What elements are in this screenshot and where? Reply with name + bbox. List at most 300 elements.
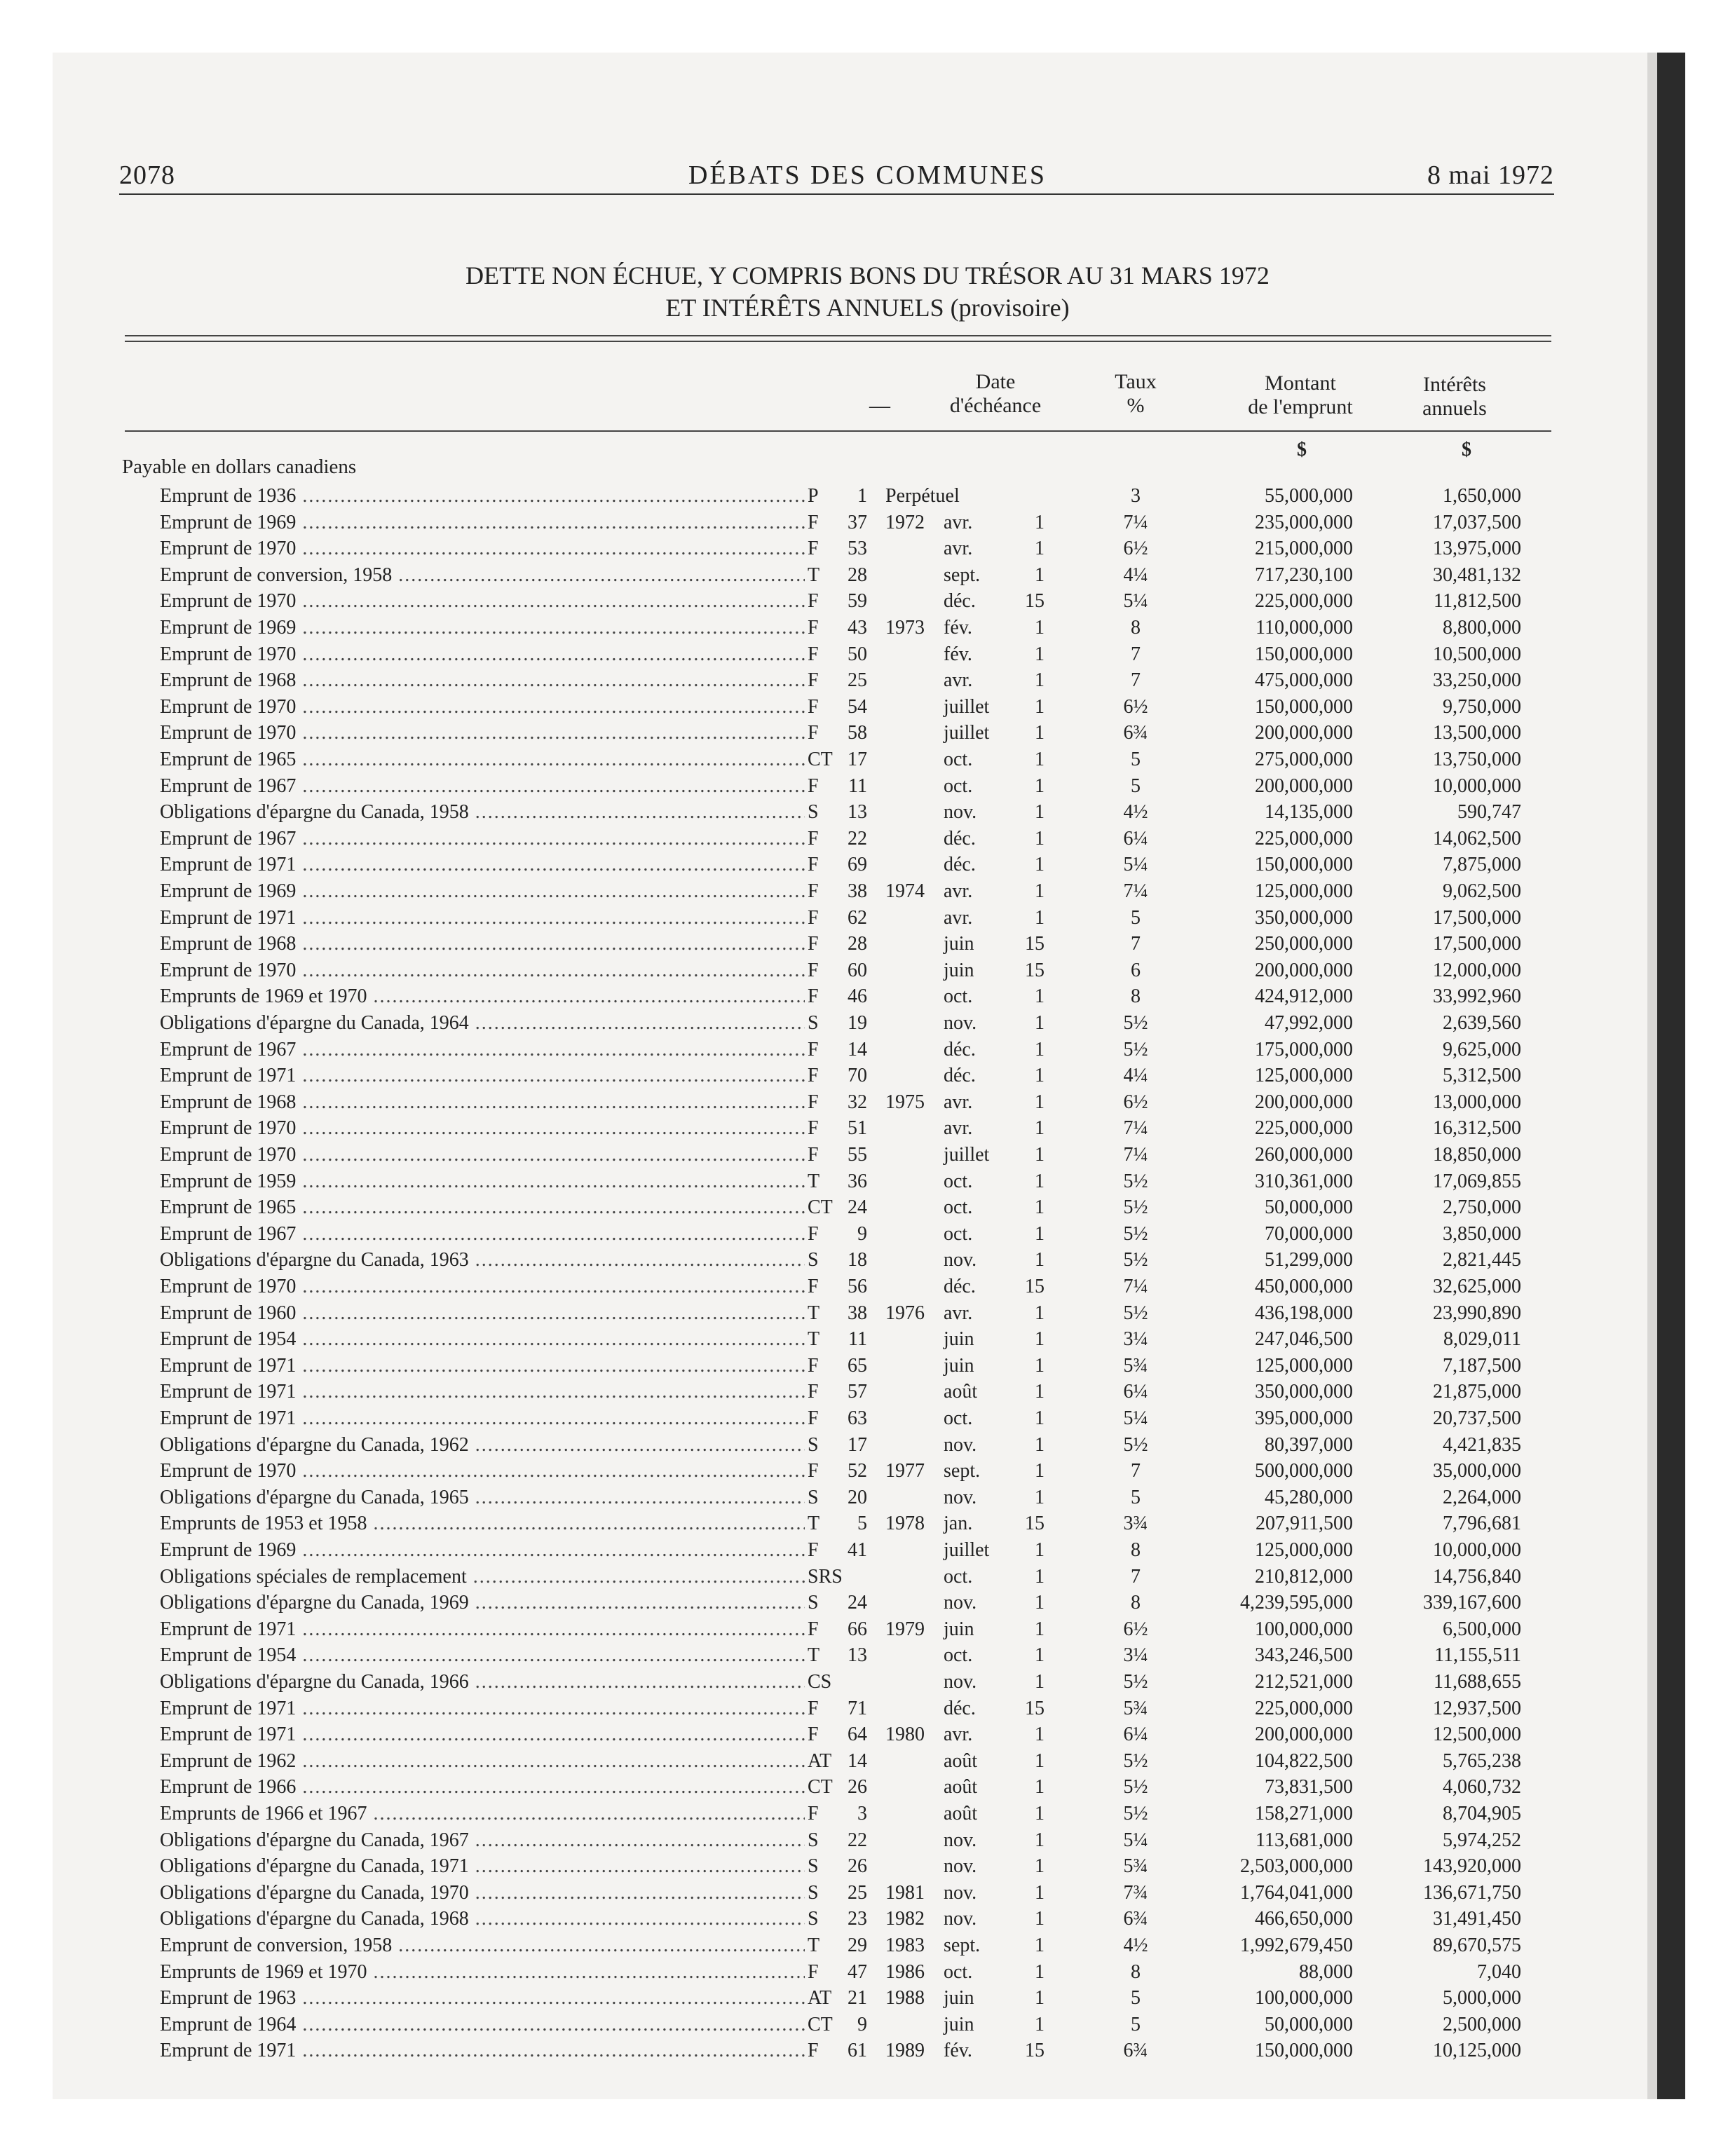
cell-amount: 343,246,500	[1255, 1644, 1353, 1666]
cell-number: 25	[848, 1882, 867, 1904]
cell-day: 1	[1035, 1644, 1045, 1666]
cell-rate: 5	[1131, 749, 1141, 770]
cell-number: 5	[857, 1513, 867, 1534]
cell-label: Emprunt de 1970 .....	[160, 695, 805, 720]
cell-rate: 7	[1131, 933, 1141, 955]
cell-series: F	[808, 669, 819, 691]
cell-number: 60	[848, 960, 867, 981]
cell-series: F	[808, 1065, 819, 1086]
cell-series: T	[808, 1513, 820, 1534]
cell-amount: 466,650,000	[1255, 1908, 1353, 1930]
cell-number: 17	[848, 1434, 867, 1456]
cell-label: Emprunt de 1963 .....	[160, 1986, 805, 2011]
table-row	[0, 668, 1735, 693]
cell-series: CT	[808, 749, 833, 770]
cell-label: Emprunt de 1967 .....	[160, 826, 805, 852]
cell-rate: 6¼	[1123, 1381, 1148, 1403]
cell-amount: 110,000,000	[1256, 617, 1353, 639]
cell-month: nov.	[944, 1908, 977, 1930]
cell-interest: 8,704,905	[1443, 1803, 1521, 1824]
cell-number: 47	[848, 1961, 867, 1983]
cell-day: 1	[1035, 1776, 1045, 1798]
cell-day: 1	[1035, 749, 1045, 770]
cell-day: 1	[1035, 985, 1045, 1007]
cell-month: oct.	[944, 1196, 973, 1218]
table-row	[0, 1828, 1735, 1853]
cell-interest: 6,500,000	[1443, 1618, 1521, 1640]
cell-day: 1	[1035, 1566, 1045, 1588]
column-header-interest-line2: annuels	[1422, 397, 1487, 420]
cell-amount: 500,000,000	[1255, 1460, 1353, 1482]
cell-number: 21	[848, 1987, 867, 2009]
cell-amount: 14,135,000	[1265, 801, 1353, 823]
table-row	[0, 563, 1735, 588]
cell-number: 51	[848, 1117, 867, 1139]
cell-label: Emprunt de 1971 .....	[160, 1696, 805, 1721]
cell-day: 1	[1035, 643, 1045, 665]
cell-amount: 175,000,000	[1255, 1039, 1353, 1060]
cell-month: déc.	[944, 1276, 976, 1297]
cell-amount: 207,911,500	[1256, 1513, 1353, 1534]
cell-month: juillet	[944, 1539, 990, 1561]
cell-label: Emprunt de 1967 .....	[160, 1037, 805, 1063]
cell-month: oct.	[944, 749, 973, 770]
table-row	[0, 1301, 1735, 1326]
cell-amount: 150,000,000	[1255, 696, 1353, 718]
table-row	[0, 1433, 1735, 1458]
cell-label: Emprunt de 1965 .....	[160, 747, 805, 772]
cell-rate: 5	[1131, 2014, 1141, 2035]
cell-amount: 717,230,100	[1255, 564, 1353, 586]
cell-amount: 150,000,000	[1255, 643, 1353, 665]
cell-month: juin	[944, 1328, 974, 1350]
cell-interest: 14,062,500	[1433, 828, 1521, 850]
cell-day: 15	[1025, 960, 1045, 981]
cell-amount: 225,000,000	[1255, 1117, 1353, 1139]
cell-amount: 250,000,000	[1255, 933, 1353, 955]
cell-label: Obligations d'épargne du Canada, 1963 .....	[160, 1248, 805, 1273]
cell-number: 62	[848, 907, 867, 929]
cell-number: 25	[848, 669, 867, 691]
header-rule	[119, 193, 1554, 195]
cell-amount: 113,681,000	[1256, 1829, 1353, 1851]
cell-number: 50	[848, 643, 867, 665]
cell-rate: 6¼	[1123, 828, 1148, 850]
cell-interest: 5,765,238	[1443, 1750, 1521, 1772]
cell-amount: 200,000,000	[1255, 960, 1353, 981]
publication-title: DÉBATS DES COMMUNES	[688, 161, 1047, 190]
cell-series: F	[808, 775, 819, 797]
cell-rate: 5½	[1123, 1803, 1148, 1824]
cell-amount: 150,000,000	[1255, 854, 1353, 875]
cell-day: 1	[1035, 775, 1045, 797]
cell-day: 1	[1035, 669, 1045, 691]
cell-number: 36	[848, 1171, 867, 1192]
cell-series: F	[808, 590, 819, 612]
cell-amount: 100,000,000	[1255, 1987, 1353, 2009]
cell-month: sept.	[944, 1935, 981, 1956]
cell-rate: 7	[1131, 643, 1141, 665]
cell-month: jan.	[944, 1513, 973, 1534]
table-row	[0, 2038, 1735, 2063]
cell-day: 1	[1035, 1302, 1045, 1324]
cell-series: S	[808, 1829, 819, 1851]
cell-series: F	[808, 1698, 819, 1719]
table-row	[0, 1696, 1735, 1721]
cell-day: 1	[1035, 1171, 1045, 1192]
cell-month: août	[944, 1381, 978, 1403]
cell-interest: 30,481,132	[1433, 564, 1521, 586]
cell-number: 29	[848, 1935, 867, 1956]
table-row	[0, 1222, 1735, 1247]
cell-rate: 7	[1131, 1460, 1141, 1482]
cell-month: nov.	[944, 1592, 977, 1613]
cell-number: 13	[848, 1644, 867, 1666]
cell-month: fév.	[944, 617, 972, 639]
cell-rate: 5¼	[1123, 854, 1148, 875]
cell-month: août	[944, 1776, 978, 1798]
cell-month: oct.	[944, 1644, 973, 1666]
table-row	[0, 747, 1735, 772]
cell-series: F	[808, 512, 819, 533]
cell-amount: 2,503,000,000	[1240, 1855, 1353, 1877]
cell-label: Emprunt de 1969 .....	[160, 879, 805, 904]
cell-number: 69	[848, 854, 867, 875]
header-bottom-rule	[125, 430, 1551, 432]
cell-month: nov.	[944, 801, 977, 823]
cell-month: avr.	[944, 512, 973, 533]
cell-series: F	[808, 1618, 819, 1640]
cell-amount: 200,000,000	[1255, 1091, 1353, 1113]
cell-month: nov.	[944, 1487, 977, 1508]
cell-month: nov.	[944, 1249, 977, 1271]
cell-month: déc.	[944, 1065, 976, 1086]
cell-amount: 210,812,000	[1255, 1566, 1353, 1588]
cell-label: Obligations d'épargne du Canada, 1969 .....	[160, 1590, 805, 1616]
cell-series: F	[808, 1091, 819, 1113]
cell-amount: 125,000,000	[1255, 880, 1353, 902]
cell-amount: 50,000,000	[1265, 2014, 1353, 2035]
cell-interest: 14,756,840	[1433, 1566, 1521, 1588]
cell-rate: 5½	[1123, 1249, 1148, 1271]
cell-rate: 8	[1131, 1592, 1141, 1613]
cell-month: avr.	[944, 880, 973, 902]
cell-interest: 12,500,000	[1433, 1724, 1521, 1745]
cell-series: F	[808, 1961, 819, 1983]
cell-day: 1	[1035, 696, 1045, 718]
cell-day: 15	[1025, 1276, 1045, 1297]
cell-label: Obligations spéciales de remplacement .....	[160, 1564, 805, 1590]
cell-number: 57	[848, 1381, 867, 1403]
cell-day: 15	[1025, 2040, 1045, 2061]
cell-interest: 17,037,500	[1433, 512, 1521, 533]
table-row	[0, 1459, 1735, 1484]
cell-number: 70	[848, 1065, 867, 1086]
cell-interest: 3,850,000	[1443, 1223, 1521, 1245]
cell-series: AT	[808, 1987, 832, 2009]
table-title-line-2: ET INTÉRÊTS ANNUELS (provisoire)	[665, 294, 1070, 322]
cell-series: F	[808, 907, 819, 929]
cell-interest: 2,264,000	[1443, 1487, 1521, 1508]
cell-month: juin	[944, 1355, 974, 1377]
column-header-interest-line1: Intérêts	[1423, 373, 1486, 396]
cell-number: 24	[848, 1592, 867, 1613]
cell-number: 61	[848, 2040, 867, 2061]
cell-day: 1	[1035, 1618, 1045, 1640]
cell-rate: 7	[1131, 1566, 1141, 1588]
cell-rate: 6½	[1123, 538, 1148, 559]
cell-year: 1989	[885, 2040, 925, 2061]
cell-number: 58	[848, 722, 867, 744]
cell-amount: 450,000,000	[1255, 1276, 1353, 1297]
cell-interest: 10,125,000	[1433, 2040, 1521, 2061]
cell-number: 38	[848, 880, 867, 902]
cell-series: T	[808, 1328, 820, 1350]
cell-label: Obligations d'épargne du Canada, 1971 .....	[160, 1854, 805, 1879]
cell-label: Obligations d'épargne du Canada, 1967 .....	[160, 1828, 805, 1853]
cell-month: nov.	[944, 1434, 977, 1456]
cell-month: avr.	[944, 538, 973, 559]
cell-series: F	[808, 1381, 819, 1403]
cell-day: 1	[1035, 1355, 1045, 1377]
cell-number: 37	[848, 512, 867, 533]
column-header-interest	[1392, 373, 1518, 421]
cell-amount: 158,271,000	[1255, 1803, 1353, 1824]
cell-rate: 6	[1131, 960, 1141, 981]
cell-interest: 11,155,511	[1434, 1644, 1521, 1666]
cell-label: Obligations d'épargne du Canada, 1965 .....	[160, 1485, 805, 1510]
cell-amount: 424,912,000	[1255, 985, 1353, 1007]
cell-day: 1	[1035, 1249, 1045, 1271]
cell-interest: 7,187,500	[1443, 1355, 1521, 1377]
cell-interest: 21,875,000	[1433, 1381, 1521, 1403]
cell-day: 1	[1035, 564, 1045, 586]
cell-month: oct.	[944, 1171, 973, 1192]
cell-day: 1	[1035, 1961, 1045, 1983]
cell-amount: 70,000,000	[1265, 1223, 1353, 1245]
cell-amount: 395,000,000	[1255, 1407, 1353, 1429]
column-header-date-line2: d'échéance	[949, 394, 1042, 417]
cell-year: 1977	[885, 1460, 925, 1482]
cell-amount: 100,000,000	[1255, 1618, 1353, 1640]
cell-amount: 4,239,595,000	[1240, 1592, 1353, 1613]
cell-day: 1	[1035, 1460, 1045, 1482]
cell-label: Emprunt de 1964 .....	[160, 2012, 805, 2038]
cell-rate: 5¼	[1123, 1407, 1148, 1429]
cell-day: 1	[1035, 1908, 1045, 1930]
cell-day: 1	[1035, 880, 1045, 902]
title-double-rule-top	[125, 335, 1551, 336]
table-row	[0, 1906, 1735, 1932]
cell-amount: 275,000,000	[1255, 749, 1353, 770]
cell-series: F	[808, 1039, 819, 1060]
column-header-rate-line1: Taux	[1115, 370, 1157, 393]
column-header-rate	[1094, 370, 1178, 418]
cell-label: Emprunt de 1954 .....	[160, 1327, 805, 1352]
table-row	[0, 1485, 1735, 1510]
cell-day: 1	[1035, 512, 1045, 533]
cell-interest: 9,062,500	[1443, 880, 1521, 902]
table-row	[0, 1643, 1735, 1668]
cell-day: 1	[1035, 1829, 1045, 1851]
cell-day: 15	[1025, 590, 1045, 612]
publication-date: 8 mai 1972	[1427, 161, 1554, 190]
cell-number: 32	[848, 1091, 867, 1113]
cell-interest: 16,312,500	[1433, 1117, 1521, 1139]
cell-label: Emprunt de 1966 .....	[160, 1775, 805, 1800]
cell-rate: 5½	[1123, 1196, 1148, 1218]
cell-amount: 200,000,000	[1255, 722, 1353, 744]
cell-month: déc.	[944, 854, 976, 875]
cell-month: oct.	[944, 985, 973, 1007]
cell-series: CS	[808, 1671, 832, 1693]
page-number: 2078	[119, 161, 175, 190]
cell-series: S	[808, 801, 819, 823]
cell-amount: 225,000,000	[1255, 1698, 1353, 1719]
cell-day: 1	[1035, 828, 1045, 850]
cell-rate: 5½	[1123, 1012, 1148, 1034]
cell-rate: 3	[1131, 485, 1141, 507]
cell-day: 1	[1035, 1196, 1045, 1218]
table-row	[0, 1011, 1735, 1036]
cell-label: Emprunt de 1971 .....	[160, 852, 805, 878]
cell-interest: 9,750,000	[1443, 696, 1521, 718]
cell-interest: 4,421,835	[1443, 1434, 1521, 1456]
cell-day: 1	[1035, 1039, 1045, 1060]
cell-rate: 8	[1131, 985, 1141, 1007]
cell-month: avr.	[944, 1302, 973, 1324]
table-row	[0, 1063, 1735, 1089]
cell-label: Obligations d'épargne du Canada, 1966 .....	[160, 1670, 805, 1695]
cell-amount: 150,000,000	[1255, 2040, 1353, 2061]
table-row	[0, 1775, 1735, 1800]
cell-interest: 18,850,000	[1433, 1144, 1521, 1166]
cell-year: 1981	[885, 1882, 925, 1904]
cell-number: 14	[848, 1039, 867, 1060]
cell-label: Emprunt de 1971 .....	[160, 1379, 805, 1405]
cell-day: 1	[1035, 907, 1045, 929]
cell-rate: 5	[1131, 1987, 1141, 2009]
interest-unit: $	[1462, 439, 1471, 460]
cell-label: Emprunt de 1970 .....	[160, 642, 805, 667]
cell-amount: 475,000,000	[1255, 669, 1353, 691]
cell-day: 1	[1035, 1539, 1045, 1561]
cell-day: 1	[1035, 722, 1045, 744]
table-row	[0, 906, 1735, 931]
cell-interest: 11,688,655	[1434, 1671, 1521, 1693]
cell-day: 1	[1035, 1855, 1045, 1877]
cell-rate: 7¼	[1123, 880, 1148, 902]
cell-year: 1975	[885, 1091, 925, 1113]
column-header-date	[911, 370, 1080, 418]
cell-series: F	[808, 643, 819, 665]
cell-amount: 125,000,000	[1255, 1539, 1353, 1561]
cell-interest: 2,500,000	[1443, 2014, 1521, 2035]
cell-rate: 6¼	[1123, 1724, 1148, 1745]
table-row	[0, 879, 1735, 904]
cell-month: juin	[944, 2014, 974, 2035]
table-row	[0, 721, 1735, 746]
cell-number: 19	[848, 1012, 867, 1034]
table-row	[0, 642, 1735, 667]
cell-label: Emprunt de 1962 .....	[160, 1749, 805, 1774]
cell-series: F	[808, 1355, 819, 1377]
cell-amount: 212,521,000	[1255, 1671, 1353, 1693]
table-row	[0, 1511, 1735, 1536]
cell-rate: 5¾	[1123, 1855, 1148, 1877]
cell-day: 1	[1035, 1117, 1045, 1139]
cell-month: avr.	[944, 1091, 973, 1113]
cell-amount: 47,992,000	[1265, 1012, 1353, 1034]
cell-number: 64	[848, 1724, 867, 1745]
cell-rate: 5¾	[1123, 1355, 1148, 1377]
cell-number: 26	[848, 1855, 867, 1877]
cell-month: déc.	[944, 1698, 976, 1719]
cell-label: Obligations d'épargne du Canada, 1964 .....	[160, 1011, 805, 1036]
cell-month: oct.	[944, 1407, 973, 1429]
cell-interest: 17,500,000	[1433, 907, 1521, 929]
cell-rate: 5	[1131, 907, 1141, 929]
cell-label: Emprunt de 1969 .....	[160, 510, 805, 535]
cell-amount: 225,000,000	[1255, 590, 1353, 612]
cell-rate: 8	[1131, 1539, 1141, 1561]
cell-series: S	[808, 1487, 819, 1508]
cell-year: 1978	[885, 1513, 925, 1534]
cell-rate: 6¾	[1123, 722, 1148, 744]
cell-amount: 235,000,000	[1255, 512, 1353, 533]
cell-number: 28	[848, 564, 867, 586]
cell-month: déc.	[944, 590, 976, 612]
cell-amount: 350,000,000	[1255, 1381, 1353, 1403]
cell-number: 9	[857, 1223, 867, 1245]
cell-label: Emprunt de 1971 .....	[160, 1353, 805, 1379]
cell-rate: 3¼	[1123, 1328, 1148, 1350]
cell-rate: 7¾	[1123, 1882, 1148, 1904]
cell-rate: 3¼	[1123, 1644, 1148, 1666]
table-row	[0, 1327, 1735, 1352]
cell-series: S	[808, 1855, 819, 1877]
cell-interest: 17,069,855	[1433, 1171, 1521, 1192]
cell-amount: 80,397,000	[1265, 1434, 1353, 1456]
cell-day: 1	[1035, 617, 1045, 639]
cell-series: F	[808, 1460, 819, 1482]
column-header-amount-line2: de l'emprunt	[1248, 395, 1353, 418]
cell-month: avr.	[944, 1117, 973, 1139]
cell-label: Emprunt de 1970 .....	[160, 1459, 805, 1484]
cell-day: 1	[1035, 1882, 1045, 1904]
cell-amount: 88,000	[1299, 1961, 1353, 1983]
cell-amount: 104,822,500	[1255, 1750, 1353, 1772]
table-row	[0, 1564, 1735, 1590]
table-row	[0, 1142, 1735, 1168]
cell-amount: 247,046,500	[1255, 1328, 1353, 1350]
cell-rate: 7¼	[1123, 1144, 1148, 1166]
table-row	[0, 1248, 1735, 1273]
cell-label: Emprunt de 1971 .....	[160, 1406, 805, 1431]
cell-amount: 1,764,041,000	[1240, 1882, 1353, 1904]
cell-label: Emprunt de 1936 .....	[160, 484, 805, 509]
cell-label: Emprunts de 1969 et 1970 .....	[160, 984, 805, 1009]
table-row	[0, 615, 1735, 641]
cell-label: Emprunts de 1966 et 1967 .....	[160, 1801, 805, 1827]
cell-label: Emprunt de 1971 .....	[160, 1617, 805, 1642]
cell-interest: 20,737,500	[1433, 1407, 1521, 1429]
table-row	[0, 984, 1735, 1009]
cell-rate: 6½	[1123, 696, 1148, 718]
cell-day: 1	[1035, 1671, 1045, 1693]
cell-month: août	[944, 1750, 978, 1772]
cell-amount: 45,280,000	[1265, 1487, 1353, 1508]
